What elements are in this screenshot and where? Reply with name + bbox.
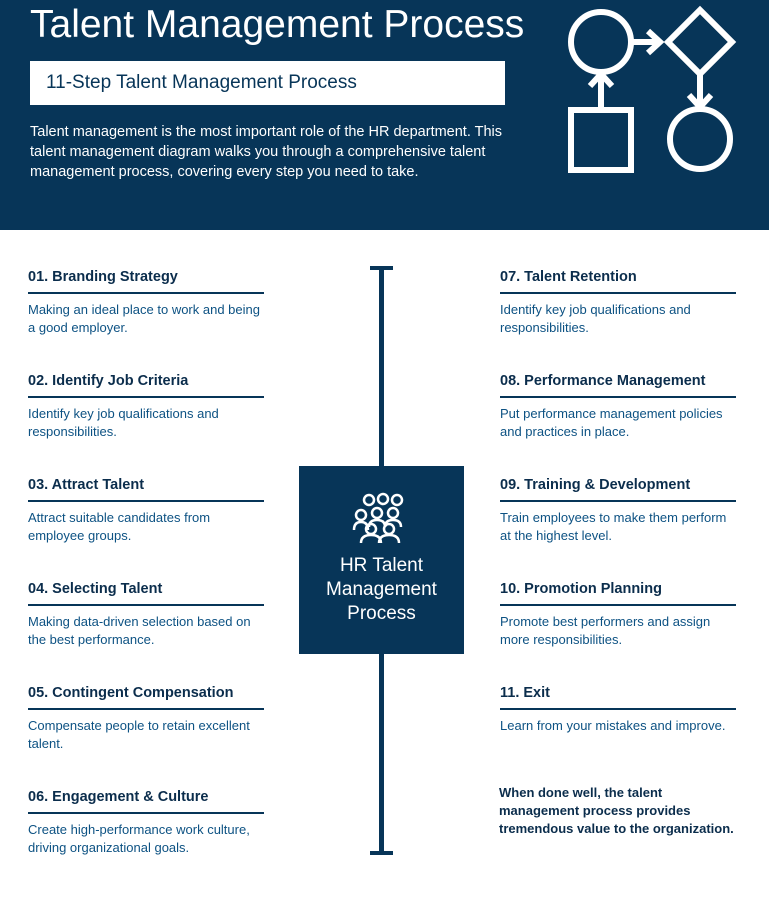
step-description: Create high-performance work culture, driving organizational goals.: [28, 822, 250, 855]
step-description: Learn from your mistakes and improve.: [500, 718, 726, 733]
flowchart-icon: [560, 4, 740, 179]
step-description: Identify key job qualifications and responsibilities.: [500, 302, 691, 335]
step-description: Making data-driven selection based on the best performance.: [28, 614, 251, 647]
step-title: 01. Branding Strategy: [28, 268, 264, 294]
subtitle-box: [30, 61, 505, 105]
step-07: [500, 268, 736, 337]
step-description: Making an ideal place to work and being a good employer.: [28, 302, 260, 335]
step-03: [28, 476, 264, 545]
page-title: Talent Management Process: [30, 3, 525, 46]
header-banner: [0, 0, 769, 230]
step-description: Promote best performers and assign more responsibilities.: [500, 614, 711, 647]
step-11: [500, 684, 736, 735]
timeline-top-cap: [370, 266, 393, 270]
step-05: [28, 684, 264, 753]
step-10: [500, 580, 736, 649]
step-02: [28, 372, 264, 441]
step-title: 09. Training & Development: [500, 476, 736, 502]
step-title: 06. Engagement & Culture: [28, 788, 264, 814]
step-description: Train employees to make them perform at the highest level.: [500, 510, 727, 543]
closing-text: When done well, the talent management process provides tremendous value to the organization.: [499, 785, 734, 836]
step-title: 05. Contingent Compensation: [28, 684, 264, 710]
step-title: 08. Performance Management: [500, 372, 736, 398]
step-04: [28, 580, 264, 649]
step-description: Put performance management policies and practices in place.: [500, 406, 723, 439]
subtitle: 11-Step Talent Management Process: [46, 72, 357, 93]
step-title: 07. Talent Retention: [500, 268, 736, 294]
step-description: Compensate people to retain excellent talent.: [28, 718, 250, 751]
step-title: 03. Attract Talent: [28, 476, 264, 502]
step-description: Attract suitable candidates from employee groups.: [28, 510, 211, 543]
step-title: 02. Identify Job Criteria: [28, 372, 264, 398]
step-09: [500, 476, 736, 545]
step-01: [28, 268, 264, 337]
step-description: Identify key job qualifications and responsibilities.: [28, 406, 219, 439]
people-group-icon: [351, 492, 411, 544]
step-title: 10. Promotion Planning: [500, 580, 736, 606]
step-08: [500, 372, 736, 441]
center-box: [299, 466, 464, 654]
step-title: 04. Selecting Talent: [28, 580, 264, 606]
step-title: 11. Exit: [500, 684, 736, 710]
step-06: [28, 788, 264, 857]
intro-text: Talent management is the most important role of the HR department. This talent management diagram walks you through a comprehensive talent management process, covering every step you need to take.: [30, 124, 503, 180]
center-label: HR Talent Management Process: [326, 555, 437, 624]
timeline-bottom-cap: [370, 851, 393, 855]
